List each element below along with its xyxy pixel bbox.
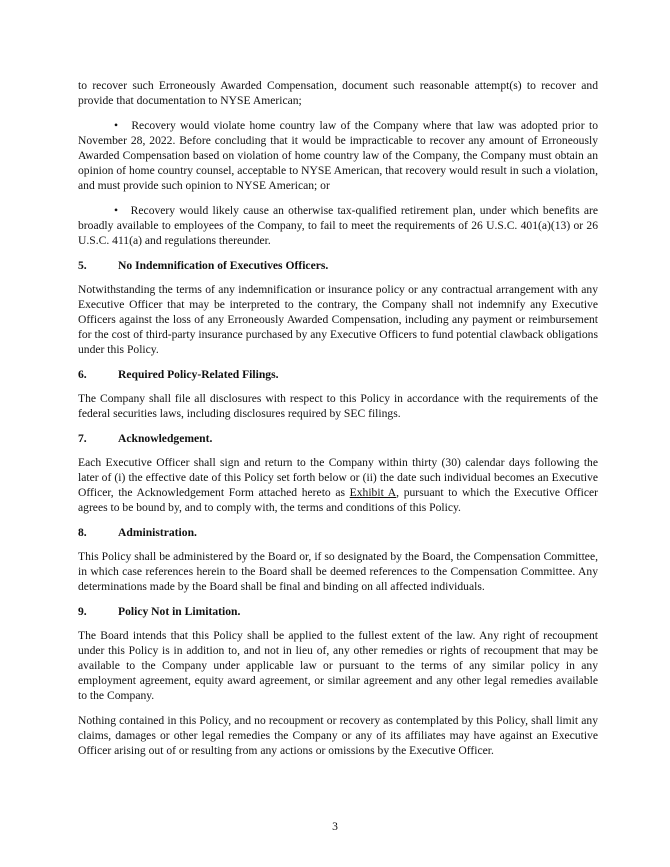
section-heading-5 [78, 258, 598, 273]
section-heading-6 [78, 367, 598, 382]
bullet-text: Recovery would likely cause an otherwise tax-qualified retirement plan, under which benefits are broadly available to employees of the Company, to fail to meet the requirements of 26 U.S.C. 401(a)(13) or 26 U.S.C. 411(a) and regulations thereunder. [78, 204, 598, 247]
bullet-marker: • [114, 204, 119, 217]
bullet-item-retirement-plan [78, 203, 598, 248]
section-title: Administration. [118, 526, 197, 539]
exhibit-a-reference: Exhibit A [349, 486, 397, 499]
section-title: No Indemnification of Executives Officers. [118, 259, 329, 272]
section-title: Acknowledgement. [118, 432, 213, 445]
paragraph-intro: to recover such Erroneously Awarded Compensation, document such reasonable attempt(s) to recover and provide that documentation to NYSE American; [78, 79, 598, 107]
section-heading-9 [78, 604, 598, 619]
section-number: 7. [78, 432, 87, 445]
section-9-paragraph-1: The Board intends that this Policy shall be applied to the fullest extent of the law. Any right of recoupment under this Policy is in addition to, and not in lieu of, any other remedies or rights of recoupment that may be available to the Company under applicable law or pursuant to the terms of any similar policy in any employment agreement, equity award agreement, or similar agreement and any other legal remedies available to the Company. [78, 629, 598, 702]
section-5-paragraph: Notwithstanding the terms of any indemnification or insurance policy or any contractual arrangement with any Executive Officer that may be interpreted to the contrary, the Company shall not indemnify any Executive Officers against the loss of any Erroneously Awarded Compensation, including any payment or reimbursement for the cost of third-party insurance purchased by any Executive Officers to fund potential clawback obligations under this Policy. [78, 283, 598, 356]
bullet-text: Recovery would violate home country law of the Company where that law was adopted prior to November 28, 2022. Before concluding that it would be impracticable to recover any amount of Erroneously Awarded Compensation based on violation of home country law of the Company, the Company must obtain an opinion of home country counsel, acceptable to NYSE American, that recovery would result in such a violation, and must provide such opinion to NYSE American; or [78, 119, 599, 192]
section-title: Required Policy-Related Filings. [118, 368, 279, 381]
section-number: 9. [78, 605, 87, 618]
section-title: Policy Not in Limitation. [118, 605, 241, 618]
section-number: 8. [78, 526, 87, 539]
section-8-paragraph: This Policy shall be administered by the Board or, if so designated by the Board, the Compensation Committee, in which case references herein to the Board shall be deemed references to the Compensation Committee. Any determinations made by the Board shall be final and binding on all affected individuals. [78, 550, 598, 593]
section-9-paragraph-2: Nothing contained in this Policy, and no recoupment or recovery as contemplated by this Policy, shall limit any claims, damages or other legal remedies the Company or any of its affiliates may have against an Executive Officer arising out of or resulting from any actions or omissions by the Executive Officer. [78, 714, 598, 757]
section-number: 6. [78, 368, 87, 381]
section-heading-7 [78, 431, 598, 446]
section-7-text-b: , pursuant to which the Executive Officer agrees to be bound by, and to comply with, the terms and conditions of this Policy. [78, 486, 598, 514]
page-number: 3 [332, 820, 338, 833]
section-7-paragraph [78, 455, 598, 515]
section-heading-8 [78, 525, 598, 540]
section-7-text-a: Each Executive Officer shall sign and return to the Company within thirty (30) calendar days following the later of (i) the effective date of this Policy set forth below or (ii) the date such individual becomes an Executive Officer, the Acknowledgement Form attached hereto as [78, 456, 598, 499]
bullet-item-home-country-law [78, 118, 598, 193]
section-6-paragraph: The Company shall file all disclosures with respect to this Policy in accordance with the requirements of the federal securities laws, including disclosures required by SEC filings. [78, 392, 598, 420]
section-number: 5. [78, 259, 87, 272]
bullet-marker: • [114, 119, 119, 132]
